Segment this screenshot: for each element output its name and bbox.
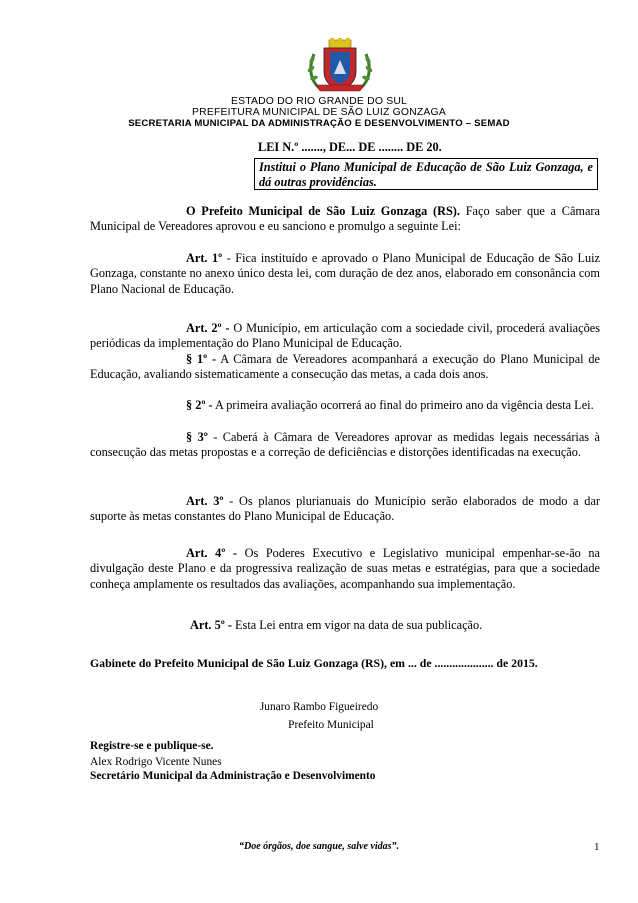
article-4	[90, 546, 600, 592]
article-text: - Fica instituído e aprovado o Plano Municipal de Educação de São Luiz Gonzaga, constante no anexo único desta lei, com duração de dez anos, elaborado em consonância com Plano Nacional de Educação.	[90, 251, 600, 296]
header-prefecture: PREFEITURA MUNICIPAL DE SÃO LUIZ GONZAGA	[192, 107, 446, 118]
municipal-crest-icon	[300, 38, 380, 94]
article-2	[90, 321, 600, 352]
article-5	[90, 618, 600, 633]
law-title: LEI N.º ......., DE... DE ........ DE 20.	[258, 140, 442, 154]
article-2-paragraph-1	[90, 352, 600, 383]
article-label: § 1º -	[186, 352, 217, 366]
article-text: Os Poderes Executivo e Legislativo municipal empenhar-se-ão na divulgação deste Plano e da progressiva realização de suas metas e estratégias, para que a sociedade conheça amplamente os resultados das avaliações, acompanhando sua implementação.	[90, 546, 600, 591]
article-label: § 2º -	[186, 398, 213, 412]
article-text: - Caberá à Câmara de Vereadores aprovar as medidas legais necessárias à consecução das metas propostas e a correção de deficiências e distorções identificadas na execução.	[90, 430, 600, 460]
preamble-text: Faço saber que a Câmara Municipal de Vereadores aprovou e eu sanciono e promulgo a seguinte Lei:	[90, 204, 600, 234]
header-secretariat: SECRETARIA MUNICIPAL DA ADMINISTRAÇÃO E DESENVOLVIMENTO – SEMAD	[128, 118, 510, 129]
page-number: 1	[594, 841, 600, 853]
header-state: ESTADO DO RIO GRANDE DO SUL	[230, 96, 408, 107]
registre-line: Registre-se e publique-se.	[90, 740, 214, 752]
article-label: Art. 1º	[186, 251, 223, 265]
article-3	[90, 494, 600, 525]
article-text: Esta Lei entra em vigor na data de sua publicação.	[231, 618, 483, 632]
preamble	[90, 204, 600, 235]
article-text: - Os planos plurianuais do Município serão elaborados de modo a dar suporte às metas constantes do Plano Municipal de Educação.	[90, 494, 600, 524]
article-label: § 3º	[186, 430, 208, 444]
article-text: A primeira avaliação ocorrerá ao final do primeiro ano da vigência desta Lei.	[212, 398, 594, 412]
gabinete-line: Gabinete do Prefeito Municipal de São Luiz Gonzaga (RS), em ... de .................... de 2015.	[90, 656, 538, 670]
preamble-bold: O Prefeito Municipal de São Luiz Gonzaga (RS).	[186, 204, 460, 218]
article-2-paragraph-3	[90, 430, 600, 461]
mayor-name: Junaro Rambo Figueiredo	[259, 701, 379, 713]
law-summary-box: Institui o Plano Municipal de Educação de São Luiz Gonzaga, e dá outras providências.	[254, 158, 598, 190]
article-label: Art. 3º	[186, 494, 224, 508]
mayor-role: Prefeito Municipal	[288, 719, 374, 731]
article-label: Art. 2º -	[186, 321, 230, 335]
article-text: A Câmara de Vereadores acompanhará a execução do Plano Municipal de Educação, avaliando sistematicamente a consecução das metas, a cada dois anos.	[90, 352, 600, 382]
secretary-role: Secretário Municipal da Administração e Desenvolvimento	[90, 770, 376, 782]
footer-slogan: “Doe órgãos, doe sangue, salve vidas”.	[239, 841, 399, 852]
article-1	[90, 251, 600, 297]
article-label: Art. 4º -	[186, 546, 237, 560]
article-label: Art. 5º -	[190, 618, 232, 632]
secretary-name: Alex Rodrigo Vicente Nunes	[90, 756, 222, 768]
article-2-paragraph-2	[90, 398, 600, 413]
article-text: O Município, em articulação com a sociedade civil, procederá avaliações periódicas da implementação do Plano Municipal de Educação.	[90, 321, 600, 351]
